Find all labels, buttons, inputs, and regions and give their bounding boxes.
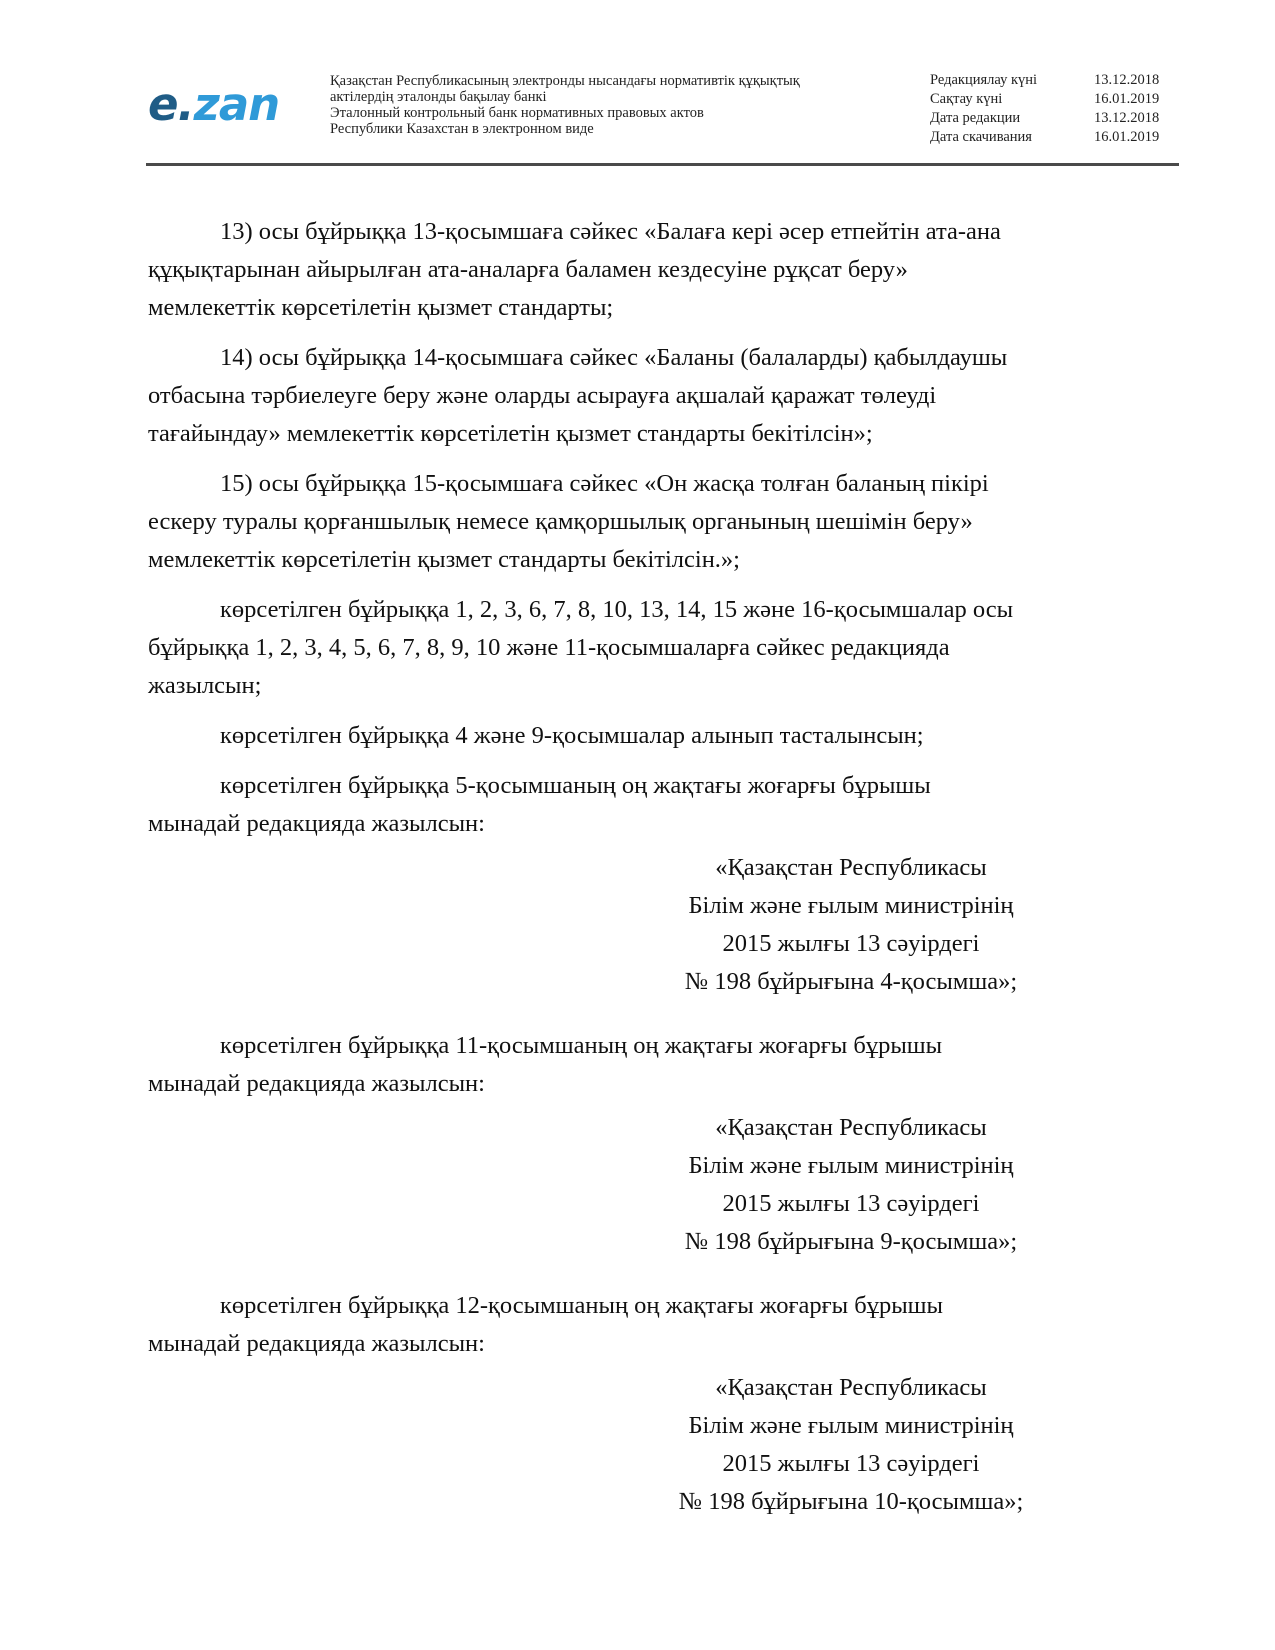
annex-10-stamp-text	[651, 1369, 1051, 1521]
meta-label: Сақтау күні	[930, 91, 1003, 107]
header-bank-title	[330, 73, 890, 137]
logo-e: e.	[148, 78, 194, 131]
text-line: бұйрыққа 1, 2, 3, 4, 5, 6, 7, 8, 9, 10 және 11-қосымшаларға сәйкес редакцияда	[148, 634, 950, 661]
text-line: көрсетілген бұйрыққа 4 және 9-қосымшалар алынып тасталынсын;	[220, 722, 924, 749]
meta-value: 13.12.2018	[1094, 110, 1160, 126]
text-line: мемлекеттік көрсетілетін қызмет стандарты;	[148, 294, 614, 321]
meta-value: 13.12.2018	[1094, 72, 1160, 88]
meta-row	[930, 109, 1176, 128]
document-body	[148, 213, 1148, 1547]
text-line: 14) осы бұйрыққа 14-қосымшаға сәйкес «Баланы (балаларды) қабылдаушы	[220, 344, 1008, 371]
text-line: көрсетілген бұйрыққа 12-қосымшаның оң жақтағы жоғарғы бұрышы	[220, 1292, 944, 1319]
text-line: көрсетілген бұйрыққа 1, 2, 3, 6, 7, 8, 10, 13, 14, 15 және 16-қосымшалар осы	[220, 596, 1014, 623]
text-line: 13) осы бұйрыққа 13-қосымшаға сәйкес «Балаға кері әсер етпейтін ата-ана	[220, 218, 1001, 245]
paragraph-15	[148, 465, 1148, 579]
text-line: көрсетілген бұйрыққа 11-қосымшаның оң жақтағы жоғарғы бұрышы	[220, 1032, 943, 1059]
header-line: Эталонный контрольный банк нормативных правовых актов	[330, 105, 704, 121]
quote-line: Білім және ғылым министрінің	[688, 892, 1014, 919]
quote-line: 2015 жылғы 13 сәуірдегі	[722, 1450, 980, 1477]
meta-label: Дата скачивания	[930, 129, 1032, 145]
paragraph-annexes-removed	[148, 717, 1148, 755]
meta-value: 16.01.2019	[1094, 129, 1160, 145]
text-line: отбасына тәрбиелеуге беру және оларды асырауға ақшалай қаражат төлеуді	[148, 382, 937, 409]
text-line: тағайындау» мемлекеттік көрсетілетін қызмет стандарты бекітілсін»;	[148, 420, 873, 447]
text-line: құқықтарынан айырылған ата-аналарға баламен кездесуіне рұқсат беру»	[148, 256, 908, 283]
text-line: мынадай редакцияда жазылсын:	[148, 810, 485, 837]
text-line: көрсетілген бұйрыққа 5-қосымшаның оң жақтағы жоғарғы бұрышы	[220, 772, 931, 799]
meta-row	[930, 71, 1176, 90]
annex-4-stamp-text	[651, 849, 1051, 1001]
text-line: жазылсын;	[148, 672, 262, 699]
text-line: 15) осы бұйрыққа 15-қосымшаға сәйкес «Он жасқа толған баланың пікірі	[220, 470, 989, 497]
text-line: мемлекеттік көрсетілетін қызмет стандарты бекітілсін.»;	[148, 546, 740, 573]
annex-9-stamp-text	[651, 1109, 1051, 1261]
quote-line: 2015 жылғы 13 сәуірдегі	[722, 930, 980, 957]
text-line: мынадай редакцияда жазылсын:	[148, 1330, 485, 1357]
quote-line: № 198 бұйрығына 9-қосымша»;	[684, 1228, 1018, 1255]
paragraph-annex-5-corner	[148, 767, 1148, 843]
meta-label: Редакциялау күні	[930, 72, 1038, 88]
paragraph-annex-11-corner	[148, 1027, 1148, 1103]
header-line: Қазақстан Республикасының электронды нысандағы нормативтік құқықтық	[330, 73, 800, 89]
quote-line: «Қазақстан Республикасы	[715, 854, 987, 881]
header-line: Республики Казахстан в электронном виде	[330, 121, 594, 137]
text-line: мынадай редакцияда жазылсын:	[148, 1070, 485, 1097]
header-divider	[146, 163, 1179, 166]
quote-line: № 198 бұйрығына 4-қосымша»;	[684, 968, 1018, 995]
meta-value: 16.01.2019	[1094, 91, 1160, 107]
quote-line: «Қазақстан Республикасы	[715, 1374, 987, 1401]
quote-line: «Қазақстан Республикасы	[715, 1114, 987, 1141]
quote-line: Білім және ғылым министрінің	[688, 1412, 1014, 1439]
quote-line: № 198 бұйрығына 10-қосымша»;	[678, 1488, 1024, 1515]
text-line: ескеру туралы қорғаншылық немесе қамқоршылық органының шешімін беру»	[148, 508, 973, 535]
header-line: актілердің эталонды бақылау банкі	[330, 89, 547, 105]
paragraph-annexes-edit	[148, 591, 1148, 705]
ezan-logo	[148, 78, 279, 131]
document-header	[146, 68, 1176, 166]
meta-row	[930, 90, 1176, 109]
quote-line: 2015 жылғы 13 сәуірдегі	[722, 1190, 980, 1217]
paragraph-annex-12-corner	[148, 1287, 1148, 1363]
logo-zan: zan	[193, 78, 280, 131]
header-dates	[930, 71, 1176, 147]
meta-label: Дата редакции	[930, 110, 1021, 126]
paragraph-13	[148, 213, 1148, 327]
quote-line: Білім және ғылым министрінің	[688, 1152, 1014, 1179]
meta-row	[930, 128, 1176, 147]
paragraph-14	[148, 339, 1148, 453]
